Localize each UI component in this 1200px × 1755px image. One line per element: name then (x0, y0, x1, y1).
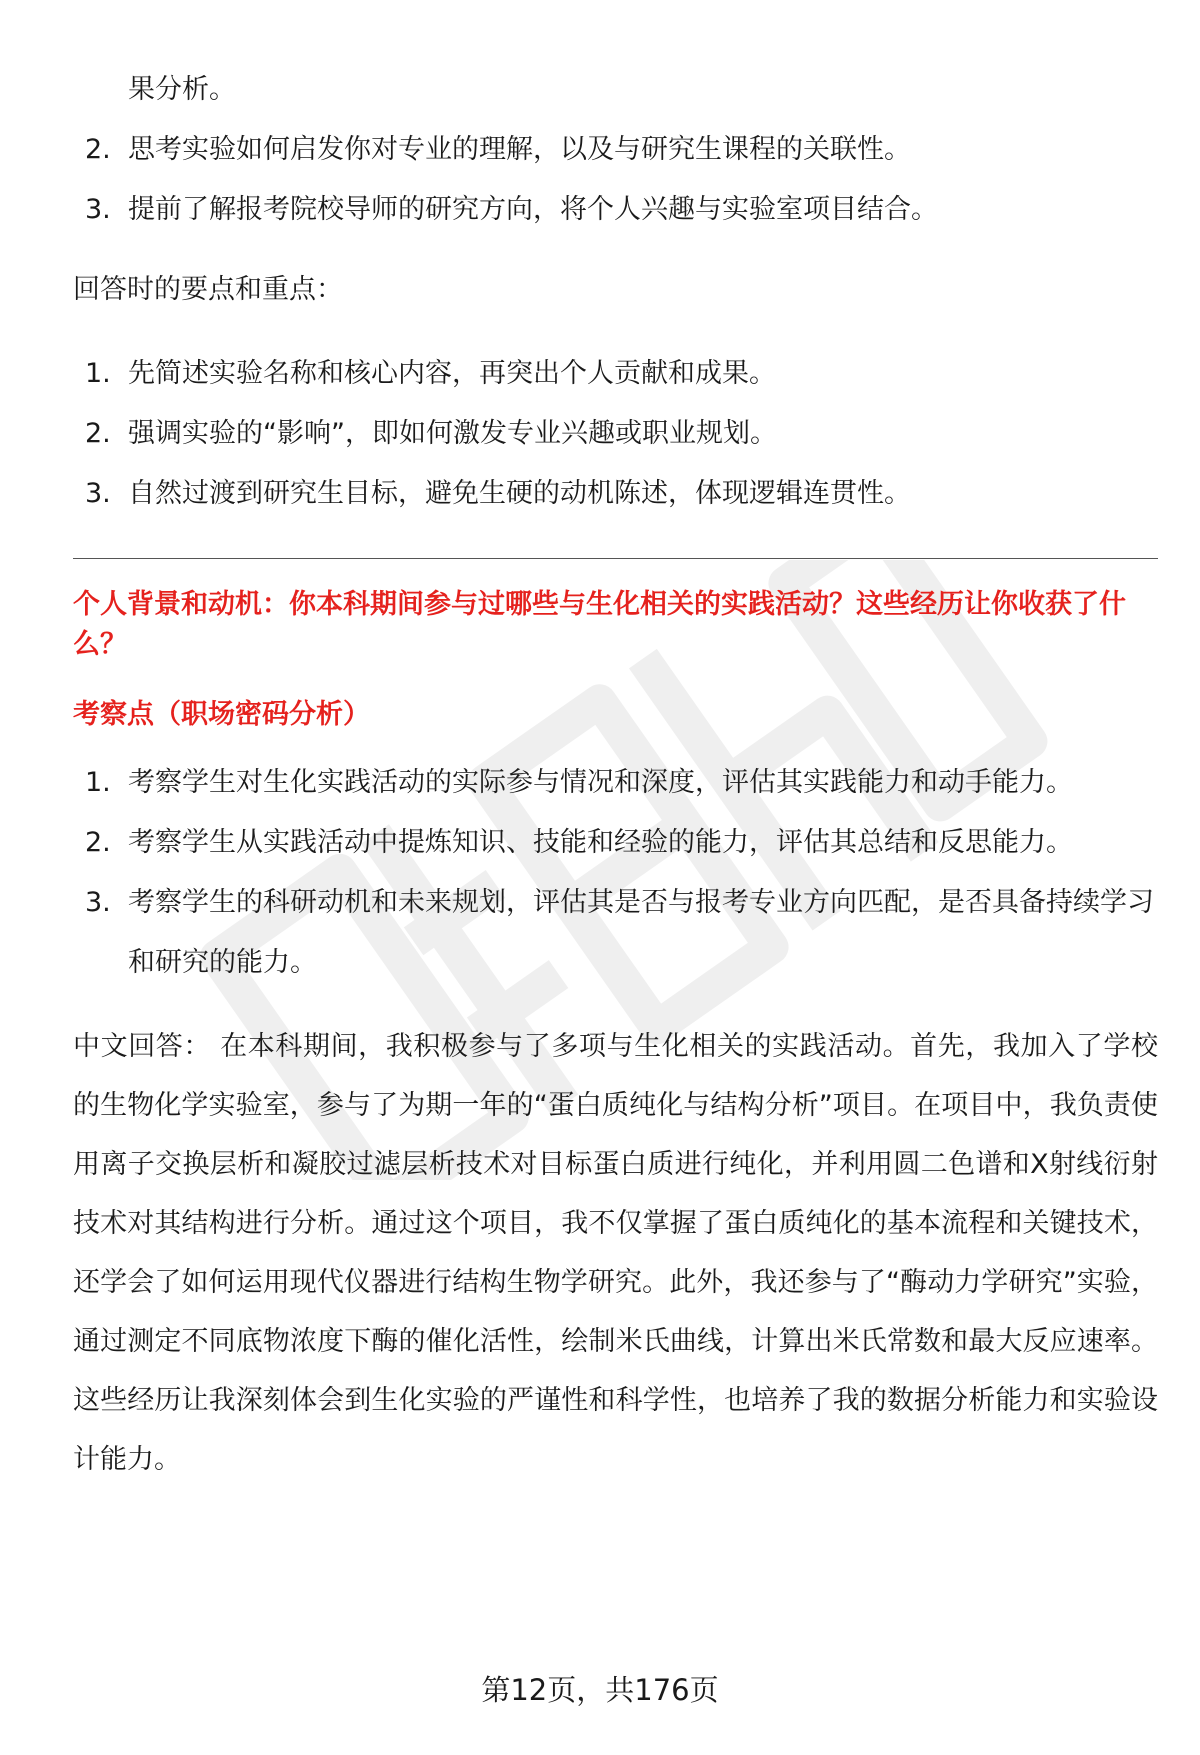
list-item-text: 考察学生从实践活动中提炼知识、技能和经验的能力，评估其总结和反思能力。 (128, 827, 1073, 858)
list-item-text: 先简述实验名称和核心内容，再突出个人贡献和成果。 (128, 358, 776, 389)
top-list (73, 120, 1158, 240)
list-number: 1. (85, 767, 111, 798)
list-item (73, 120, 1158, 180)
list-item (73, 464, 1158, 524)
list-number: 2. (85, 134, 111, 165)
question-heading: 个人背景和动机：你本科期间参与过哪些与生化相关的实践活动？这些经历让你收获了什么？ (73, 589, 1126, 660)
section-divider (73, 558, 1158, 559)
list-item-text: 考察学生对生化实践活动的实际参与情况和深度，评估其实践能力和动手能力。 (128, 767, 1073, 798)
list-item-text: 思考实验如何启发你对专业的理解，以及与研究生课程的关联性。 (128, 134, 911, 165)
list-item (73, 873, 1158, 993)
key-points-list (73, 344, 1158, 524)
list-number: 3. (85, 887, 111, 918)
key-points-heading: 回答时的要点和重点： (73, 274, 343, 305)
list-item (73, 344, 1158, 404)
list-number: 2. (85, 418, 111, 449)
assessment-heading: 考察点（职场密码分析） (73, 699, 370, 730)
list-item (73, 753, 1158, 813)
list-item-text: 提前了解报考院校导师的研究方向，将个人兴趣与实验室项目结合。 (128, 194, 938, 225)
list-item (73, 180, 1158, 240)
assessment-list (73, 753, 1158, 993)
list-number: 2. (85, 827, 111, 858)
list-item (73, 404, 1158, 464)
page-content (73, 60, 1158, 1489)
list-item-text: 自然过渡到研究生目标，避免生硬的动机陈述，体现逻辑连贯性。 (128, 478, 911, 509)
chinese-answer-paragraph: 中文回答： 在本科期间，我积极参与了多项与生化相关的实践活动。首先，我加入了学校的生物化学实验室，参与了为期一年的“蛋白质纯化与结构分析”项目。在项目中，我负责使用离子交换层析和凝胶过滤层析技术对目标蛋白质进行纯化，并利用圆二色谱和X射线衍射技术对其结构进行分析。通过这个项目，我不仅掌握了蛋白质纯化的基本流程和关键技术，还学会了如何运用现代仪器进行结构生物学研究。此外，我还参与了“酶动力学研究”实验，通过测定不同底物浓度下酶的催化活性，绘制米氏曲线，计算出米氏常数和最大反应速率。这些经历让我深刻体会到生化实验的严谨性和科学性，也培养了我的数据分析能力和实验设计能力。 (73, 1031, 1158, 1475)
list-number: 3. (85, 478, 111, 509)
list-item-text: 强调实验的“影响”，即如何激发专业兴趣或职业规划。 (128, 418, 777, 449)
page-number-footer: 第12页，共176页 (481, 1673, 719, 1707)
list-continuation-text: 果分析。 (128, 74, 236, 105)
list-number: 1. (85, 358, 111, 389)
list-item-text: 考察学生的科研动机和未来规划，评估其是否与报考专业方向匹配，是否具备持续学习和研究的能力。 (128, 887, 1154, 978)
list-item (73, 813, 1158, 873)
list-number: 3. (85, 194, 111, 225)
